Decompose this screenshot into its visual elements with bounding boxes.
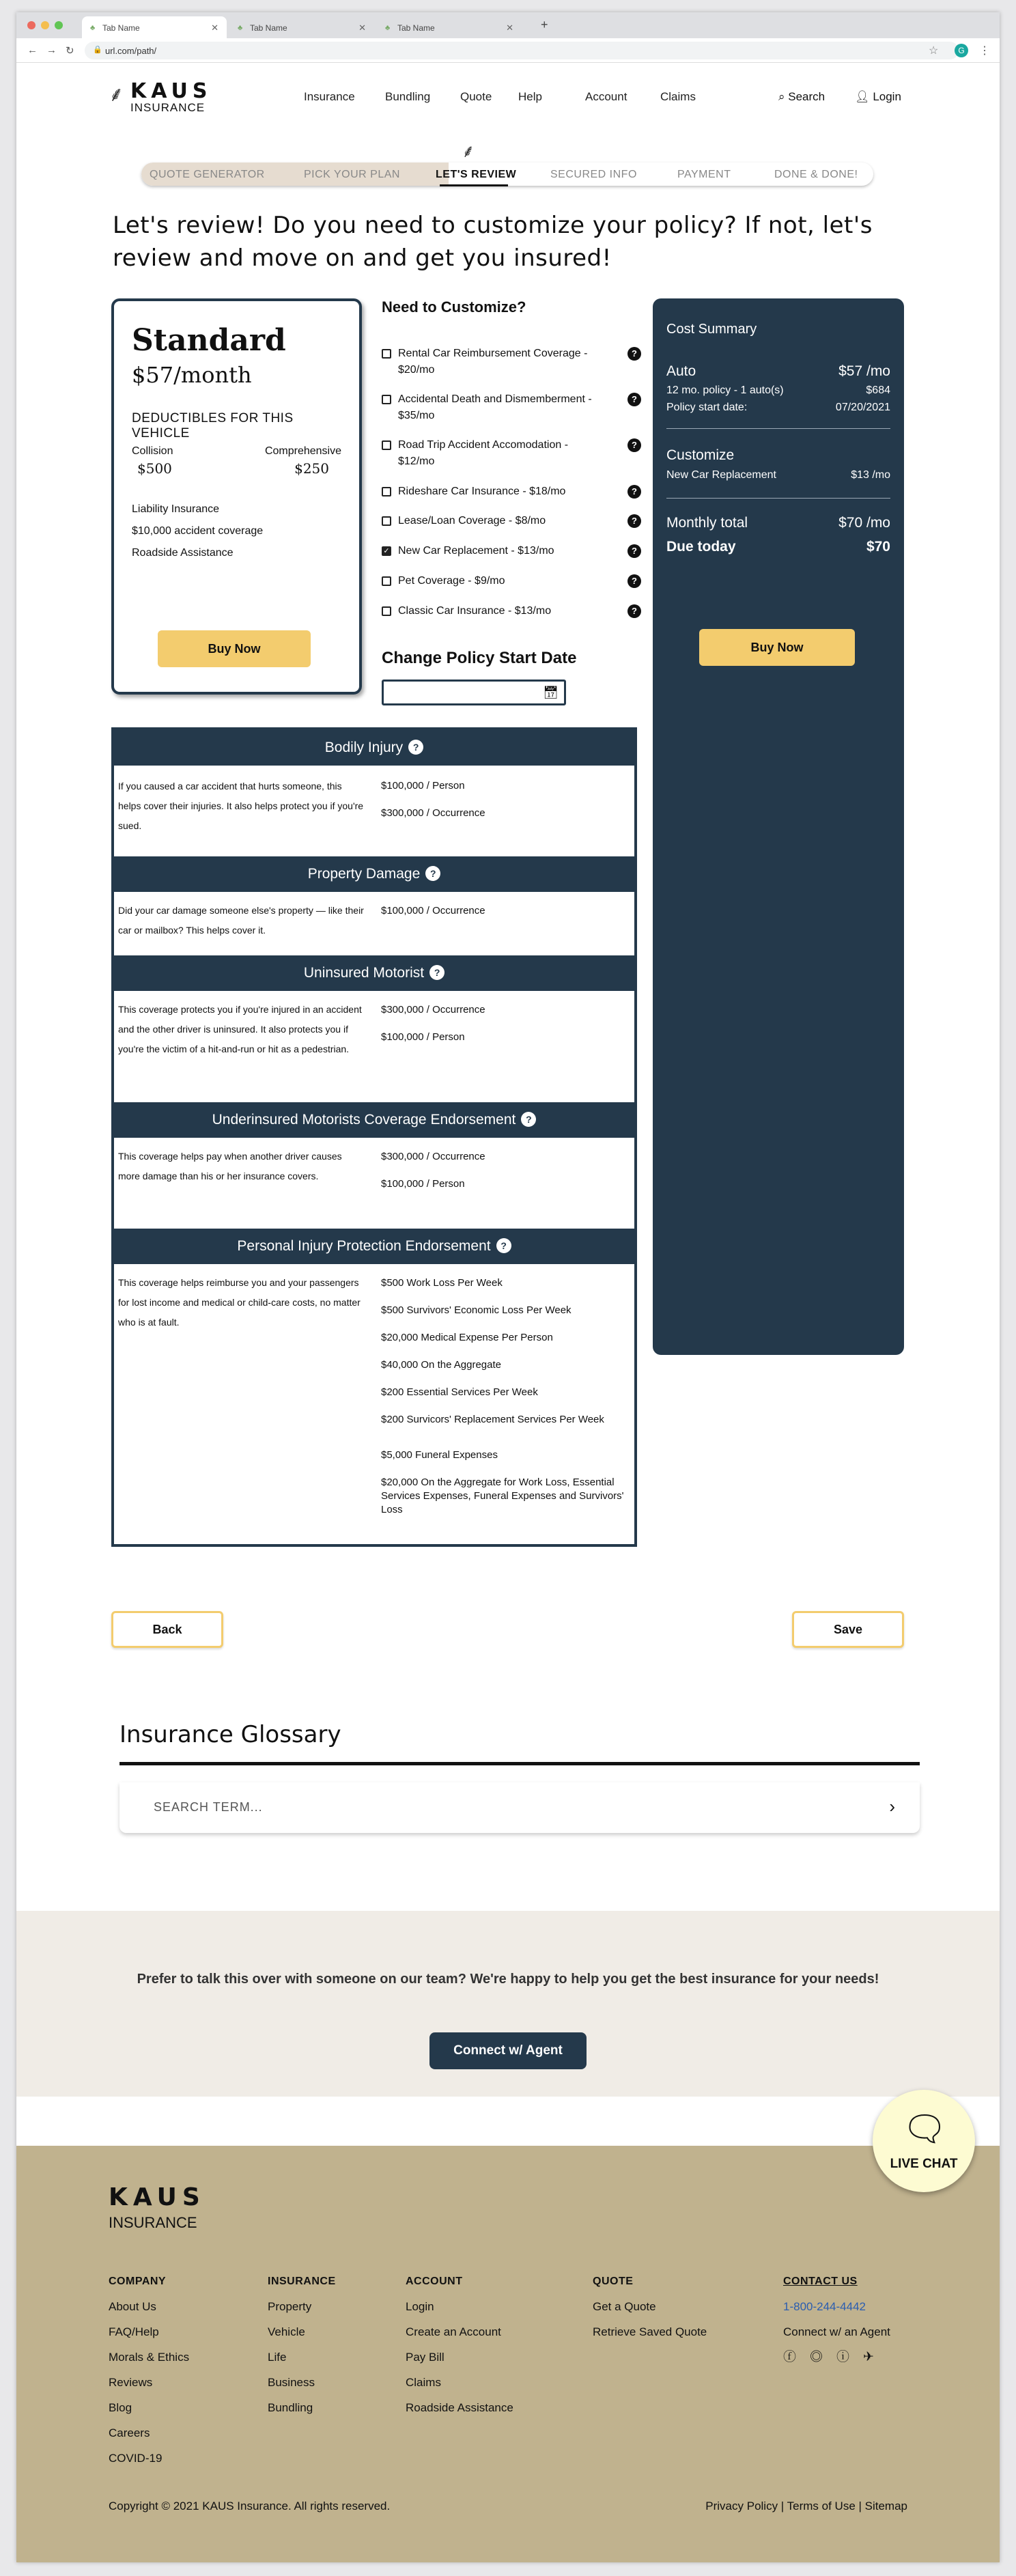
customize-option[interactable] [382,603,641,619]
coverage-limit: $300,000 / Occurrence [381,1004,485,1016]
forward-arrow-icon[interactable]: → [46,44,57,56]
coverage-description: If you caused a car accident that hurts someone, this helps cover their injuries. It also helps protect you if you're sued. [118,781,364,831]
help-icon[interactable]: ? [408,740,423,755]
coverage-title: Uninsured Motorist [303,965,425,981]
footer-link[interactable]: Vehicle [268,2325,305,2338]
coverage-limit: $20,000 On the Aggregate for Work Loss, Essential Services Expenses, Funeral Expenses and Survivors' Loss [381,1476,624,1515]
nav-insurance[interactable]: Insurance [304,90,355,103]
help-icon[interactable]: ? [425,866,440,881]
chat-bubble-icon: 🗨︎ [902,2110,948,2149]
nav-help[interactable]: Help [518,90,542,103]
deductibles-heading: DEDUCTIBLES FOR THIS VEHICLE [132,411,294,440]
comprehensive-value: $250 [294,460,329,477]
start-date-heading: Change Policy Start Date [382,649,577,667]
step-secured-info: SECURED INFO [550,169,637,180]
facebook-icon[interactable]: ⓕ [783,2350,810,2364]
step-done: DONE & DONE! [774,169,858,180]
cost-summary-panel [653,298,904,1355]
option-label: New Car Replacement - $13/mo [398,545,554,557]
coverage-description: This coverage protects you if you're injured in an accident and the other driver is uninsured. It also protects you if you're the victim of a hit-and-run or hit as a pedestrian. [118,1004,362,1054]
divider [666,428,890,429]
tab-label: Tab Name [397,23,435,33]
footer-link[interactable]: Pay Bill [406,2351,444,2364]
option-label: Rental Car Reimbursement Coverage - $20/mo [398,348,588,376]
logo-subtext: INSURANCE [130,101,206,114]
coverage-title: Bodily Injury [324,740,404,755]
plan-feature: Liability Insurance [132,503,220,515]
footer-company [109,2269,189,2471]
nav-quote[interactable]: Quote [460,90,492,103]
coverage-header [114,1102,634,1138]
divider [666,498,890,499]
option-label: Rideshare Car Insurance - $18/mo [398,486,566,497]
maximize-window-icon[interactable] [55,21,63,29]
twitter-icon[interactable]: ✈︎ [863,2350,888,2364]
cost-addon-row [666,469,890,481]
step-payment: PAYMENT [677,169,731,180]
coverage-header [114,955,634,991]
due-label: Due today [666,539,736,555]
footer-link[interactable]: Retrieve Saved Quote [593,2325,707,2338]
progress-tree-icon: ⸙ [462,141,475,161]
minimize-window-icon[interactable] [41,21,49,29]
footer-link[interactable]: Blog [109,2401,132,2414]
footer-link[interactable]: Morals & Ethics [109,2351,190,2364]
option-checkbox[interactable]: ✓ [382,546,391,556]
footer-link[interactable]: Create an Account [406,2325,501,2338]
chevron-right-icon[interactable]: › [889,1796,895,1817]
help-icon[interactable]: ? [627,438,641,452]
tab-bar [16,12,1000,38]
collision-label: Collision [132,445,173,457]
customize-heading: Need to Customize? [382,298,526,316]
customize-option[interactable] [382,573,641,589]
cost-auto-row [666,363,890,380]
cost-start-row [666,402,890,414]
browser-menu-icon[interactable]: ⋮ [979,45,990,57]
option-label: Classic Car Insurance - $13/mo [398,605,552,617]
coverage-limit: $200 Essential Services Per Week [381,1386,538,1398]
logo-text: KAUS [130,79,212,103]
coverage-limit: $300,000 / Occurrence [381,807,485,819]
policy-value: $684 [866,384,890,396]
back-arrow-icon[interactable]: ← [27,44,38,56]
addon-label: New Car Replacement [666,469,776,481]
cost-policy-row [666,384,890,397]
footer-account [406,2269,513,2420]
footer-link[interactable]: Claims [406,2376,441,2389]
auto-label: Auto [666,363,696,379]
search-label: Search [788,90,825,103]
site-header [16,63,1000,124]
page [16,63,1000,2562]
plan-price: $57/month [132,362,252,388]
plan-card [111,298,362,695]
customize-option[interactable] [382,391,641,424]
favicon-icon: ♣ [385,24,391,32]
customize-option[interactable] [382,437,641,470]
collision-value: $500 [137,460,172,477]
customize-option[interactable] [382,513,641,529]
browser-tab[interactable] [229,16,374,38]
legal-links[interactable]: Privacy Policy | Terms of Use | Sitemap [705,2500,907,2512]
footer-insurance [268,2269,336,2420]
plan-name: Standard [132,323,286,358]
plan-feature: $10,000 accident coverage [132,525,264,537]
coverage-limit: $500 Survivors' Economic Loss Per Week [381,1304,572,1316]
header-login[interactable] [855,90,901,104]
coverage-limit: $100,000 / Person [381,780,465,792]
live-chat-button[interactable] [873,2090,975,2192]
auto-price: $57 /mo [838,363,890,379]
favicon-icon: ♣ [238,24,243,32]
nav-bundling[interactable]: Bundling [385,90,431,103]
customize-option[interactable] [382,543,641,559]
linkedin-icon[interactable]: ⓘ [836,2350,864,2364]
contact-heading: CONTACT US [783,2276,858,2287]
footer-link[interactable]: Reviews [109,2376,153,2389]
coverage-limit: $100,000 / Occurrence [381,905,485,916]
plan-feature: Roadside Assistance [132,547,234,559]
footer-link[interactable]: Bundling [268,2401,313,2414]
monthly-label: Monthly total [666,515,748,531]
footer-logo-subtext: INSURANCE [109,2214,197,2231]
option-checkbox[interactable] [382,487,391,496]
footer-link[interactable]: Property [268,2300,312,2313]
reload-icon[interactable]: ↻ [66,45,74,57]
deductibles [132,445,341,486]
tab-label: Tab Name [102,23,140,33]
quote-heading: QUOTE [593,2276,634,2287]
logo[interactable] [109,76,225,117]
cost-summary-heading: Cost Summary [666,322,757,337]
coverage-limit: $500 Work Loss Per Week [381,1277,503,1289]
coverage-limit: $100,000 / Person [381,1031,465,1043]
customize-option[interactable] [382,484,641,500]
calendar-icon[interactable]: 📅︎ [543,686,559,699]
progress-steps [141,163,873,186]
coverage-title: Property Damage [307,866,421,882]
copyright: Copyright © 2021 KAUS Insurance. All rights reserved. [109,2500,391,2512]
url-text: url.com/path/ [105,46,157,56]
save-button[interactable]: Save [792,1611,904,1648]
connect-agent-button[interactable]: Connect w/ Agent [429,2032,587,2069]
company-heading: COMPANY [109,2276,167,2287]
browser-tab[interactable] [82,16,227,38]
glossary-heading: Insurance Glossary [119,1721,341,1748]
url-field[interactable] [85,42,959,59]
footer-link[interactable]: FAQ/Help [109,2325,159,2338]
header-search[interactable] [778,90,825,104]
new-tab-icon[interactable]: + [541,18,548,31]
coverage-header [114,730,634,766]
coverage-limit: $20,000 Medical Expense Per Person [381,1332,553,1343]
footer-link[interactable]: Business [268,2376,315,2389]
glossary-search-input[interactable] [119,1782,920,1833]
option-label: Lease/Loan Coverage - $8/mo [398,515,546,527]
help-icon[interactable]: ? [627,604,641,618]
back-button[interactable]: Back [111,1611,223,1648]
footer-link[interactable]: Careers [109,2426,150,2439]
browser-window [16,12,1000,2562]
option-checkbox[interactable] [382,576,391,586]
footer-link[interactable]: COVID-19 [109,2452,163,2465]
footer-contact [783,2269,890,2370]
help-icon[interactable]: ? [627,514,641,528]
talk-section [16,1911,1000,2097]
cost-monthly-row [666,515,890,531]
close-tab-icon[interactable]: ✕ [358,23,366,33]
live-chat-label: LIVE CHAT [890,2157,958,2171]
page-title: Let's review! Do you need to customize your policy? If not, let's review and move on and get you insured! [113,212,873,272]
talk-text: Prefer to talk this over with someone on our team? We're happy to help you get the best insurance for your needs! [137,1972,879,1987]
due-value: $70 [866,539,890,555]
coverage-limit: $200 Survicors' Replacement Services Per Week [381,1414,604,1425]
help-icon[interactable]: ? [496,1238,511,1253]
footer-link[interactable]: Life [268,2351,287,2364]
coverage-description: Did your car damage someone else's property — like their car or mailbox? This helps cover it. [118,905,364,936]
coverage-header [114,856,634,892]
glossary-rule [119,1762,920,1765]
option-label: Pet Coverage - $9/mo [398,575,505,587]
close-tab-icon[interactable]: ✕ [211,23,218,33]
account-heading: ACCOUNT [406,2276,463,2287]
coverage-header [114,1229,634,1264]
help-icon[interactable]: ? [429,965,444,980]
profile-avatar[interactable]: G [955,44,968,57]
option-label: Accidental Death and Dismemberment - $35/mo [398,393,592,421]
help-icon[interactable]: ? [627,393,641,406]
coverage-description: This coverage helps pay when another driver causes more damage than his or her insurance covers. [118,1151,342,1181]
contact-phone-link[interactable]: 1-800-244-4442 [783,2300,866,2313]
monthly-value: $70 /mo [838,515,890,531]
option-checkbox[interactable] [382,516,391,526]
help-icon[interactable]: ? [627,347,641,361]
coverage-table [111,727,637,1547]
coverage-limit: $40,000 On the Aggregate [381,1359,501,1371]
coverage-limit: $100,000 / Person [381,1178,465,1190]
login-label: Login [873,90,901,103]
help-icon[interactable]: ? [627,544,641,558]
customize-label: Customize [666,447,735,463]
contact-agent-link[interactable]: Connect w/ an Agent [783,2325,890,2338]
footer-link[interactable]: Roadside Assistance [406,2401,513,2414]
lock-icon: 🔒 [93,46,102,54]
cost-due-row [666,539,890,555]
option-label: Road Trip Accident Accomodation - $12/mo [398,439,569,467]
insurance-heading: INSURANCE [268,2276,336,2287]
step-pick-plan: PICK YOUR PLAN [304,169,400,180]
footer-link[interactable]: About Us [109,2300,156,2313]
site-footer [16,2146,1000,2562]
coverage-title: Underinsured Motorists Coverage Endorsement [212,1112,516,1128]
address-bar [16,38,1000,63]
summary-buy-now-button[interactable]: Buy Now [699,629,855,666]
comprehensive-label: Comprehensive [264,445,341,457]
start-date-input[interactable] [382,680,566,705]
social-links [783,2344,890,2370]
footer-link[interactable]: Login [406,2300,434,2313]
help-icon[interactable]: ? [627,574,641,588]
step-quote-generator: QUOTE GENERATOR [150,169,265,180]
plan-buy-now-button[interactable]: Buy Now [158,630,311,667]
coverage-title: Personal Injury Protection Endorsement [237,1238,491,1254]
option-checkbox[interactable] [382,395,391,404]
coverage-description: This coverage helps reimburse you and your passengers for lost income and medical or child-care costs, no matter who is at fault. [118,1277,361,1328]
footer-quote [593,2269,707,2344]
option-checkbox[interactable] [382,440,391,450]
option-checkbox[interactable] [382,349,391,359]
favicon-icon: ♣ [90,24,96,32]
user-icon: 👤︎ [855,90,873,103]
help-icon[interactable]: ? [627,485,641,499]
current-step-underline [440,184,508,186]
browser-tab[interactable] [377,16,522,38]
footer-logo-text: KAUS [109,2183,206,2211]
glossary-placeholder: SEARCH TERM... [154,1800,263,1814]
addon-value: $13 /mo [851,469,890,481]
help-icon[interactable]: ? [521,1112,536,1127]
step-lets-review: LET'S REVIEW [436,169,517,180]
start-date-label: Policy start date: [666,402,748,413]
start-date-display: 07/20/2021 [835,402,890,413]
option-checkbox[interactable] [382,606,391,616]
tab-label: Tab Name [250,23,287,33]
nav-account[interactable]: Account [585,90,627,103]
customize-option[interactable] [382,346,641,378]
coverage-limit: $5,000 Funeral Expenses [381,1449,498,1461]
instagram-icon[interactable]: ◎ [810,2350,837,2364]
close-tab-icon[interactable]: ✕ [506,23,513,33]
footer-link[interactable]: Get a Quote [593,2300,656,2313]
bookmark-star-icon[interactable]: ☆ [929,45,939,57]
close-window-icon[interactable] [27,21,36,29]
tree-icon: ⸙ [109,83,124,106]
nav-claims[interactable]: Claims [660,90,696,103]
search-icon: ⌕ [778,90,789,103]
policy-label: 12 mo. policy - 1 auto(s) [666,384,784,396]
coverage-limit: $300,000 / Occurrence [381,1151,485,1162]
